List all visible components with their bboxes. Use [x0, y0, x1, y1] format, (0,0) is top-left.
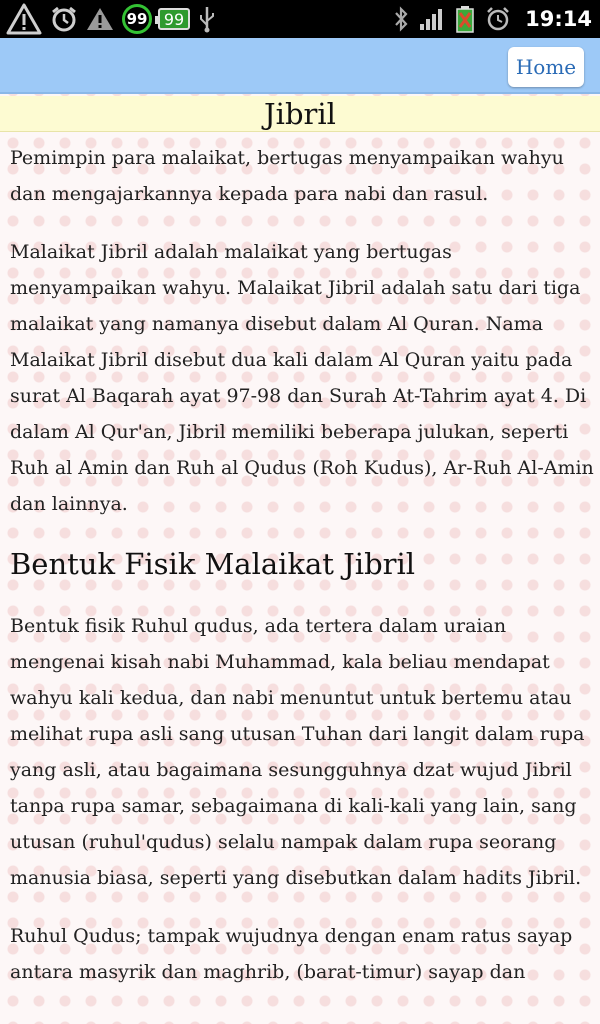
description-paragraph: Malaikat Jibril adalah malaikat yang bertugas menyampaikan wahyu. Malaikat Jibril adalah satu dari tiga malaikat yang namanya disebut dalam Al Quran. Nama Malaikat Jibril disebut dua kali dalam Al Quran yaitu pada surat Al Baqarah ayat 97-98 dan Surah At-Tahrim ayat 4. Di dalam Al Qur'an, Jibril memiliki beberapa julukan, seperti Ruh al Amin dan Ruh al Qudus (Roh Kudus), Ar-Ruh Al-Amin dan lainnya.: [10, 241, 594, 515]
signal-icon: [419, 7, 445, 31]
status-bar: [0, 0, 600, 38]
title-bar: [0, 96, 600, 132]
usb-icon: [198, 5, 216, 33]
app-header: [0, 38, 600, 94]
alarm-icon: [50, 5, 78, 33]
battery-badge: 99: [158, 8, 190, 30]
wings-paragraph: Ruhul Qudus; tampak wujudnya dengan enam ratus sayap antara masyrik dan maghrib, (barat-timur) sayap dan: [10, 925, 573, 983]
intro-paragraph: Pemimpin para malaikat, bertugas menyampaikan wahyu dan mengajarkannya kepada para nabi dan rasul.: [10, 147, 564, 205]
section-heading: Bentuk Fisik Malaikat Jibril: [10, 547, 416, 581]
warning-small-icon: [86, 6, 114, 32]
status-left-icons: [6, 0, 224, 38]
status-right-icons: [383, 0, 592, 38]
article-content: [10, 140, 596, 990]
physical-form-paragraph: Bentuk fisik Ruhul qudus, ada tertera dalam uraian mengenai kisah nabi Muhammad, kala beliau mendapat wahyu kali kedua, dan nabi menuntut untuk bertemu atau melihat rupa asli sang utusan Tuhan dari langit dalam rupa yang asli, atau bagaimana sesungguhnya dzat wujud Jibril tanpa rupa samar, sebagaimana di kali-kali yang lain, sang utusan (ruhul'qudus) selalu nampak dalam rupa seorang manusia biasa, seperti yang disebutkan dalam hadits Jibril.: [10, 615, 585, 889]
home-button[interactable]: Home: [508, 47, 584, 87]
bluetooth-icon: [393, 6, 409, 32]
page-title: Jibril: [264, 97, 336, 131]
battery-percent-circle: 99: [122, 4, 152, 34]
status-clock: 19:14: [525, 7, 592, 31]
warning-icon: [6, 3, 42, 35]
alarm-clock-icon: [485, 6, 511, 32]
battery-charging-icon: [455, 5, 475, 33]
